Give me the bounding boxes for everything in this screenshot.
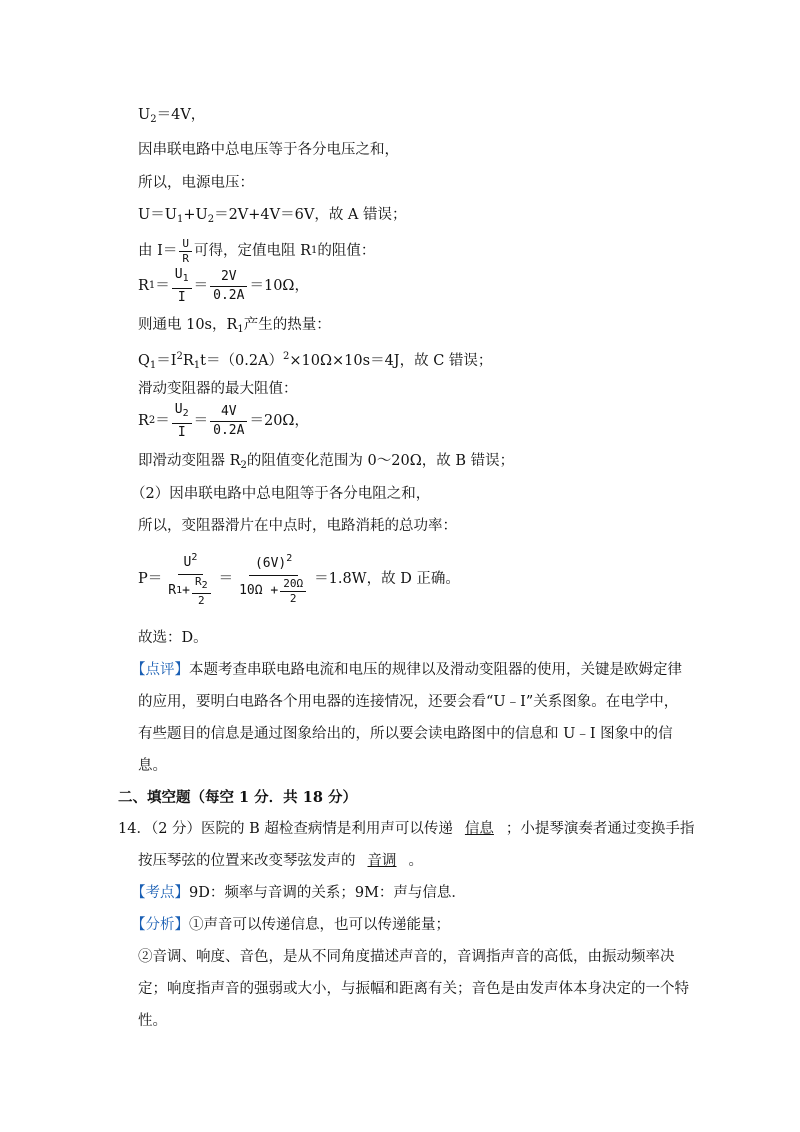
- formula-r2: R 2 ＝ $\frac{U_2}{I}$ ＝ $\frac{4V}{0.2A}$ ＝20Ω，: [138, 401, 309, 440]
- answer-blank-2: 音调: [367, 853, 397, 869]
- fraction-4v-over-02a: $\frac{4V}{0.2A}$: [210, 403, 247, 440]
- fraction-u-over-r: $\frac{U}{R}$: [179, 237, 192, 266]
- text-line: 因串联电路中总电压等于各分电压之和，: [138, 142, 399, 158]
- fenxi-line-1: 【分析】①声音可以传递信息，也可以传递能量；: [131, 917, 450, 933]
- fraction-u2-over-resistance: $U^2$ R 1 + $\frac{R_2}{2}$: [164, 547, 216, 608]
- formula-q1: $Q_1=I^2R_1t=(0.2A)^2\times 10\Omega\times 10s=4J$，故 C 错误；: [138, 351, 493, 371]
- fraction-2v-over-02a: $\frac{2V}{0.2A}$: [210, 268, 247, 305]
- section-heading: 二、填空题（每空 1 分．共 18 分）: [118, 789, 357, 806]
- answer-blank-1: 信息: [464, 821, 494, 837]
- fenxi-line-3: 定；响度指声音的强弱或大小，与振幅和距离有关；音色是由发声体本身决定的一个特: [138, 981, 689, 997]
- text-line: 所以，变阻器滑片在中点时，电路消耗的总功率：: [138, 518, 457, 534]
- question-14-line-2: 按压琴弦的位置来改变琴弦发声的 音调 。: [138, 853, 423, 869]
- text-line-source-voltage: $U=U_1+U_2=2V+4V=6V$，故 A 错误；: [138, 207, 407, 225]
- review-line-4: 息。: [138, 758, 167, 774]
- review-line-1: 【点评】本题考查串联电路电流和电压的规律以及滑动变阻器的使用，关键是欧姆定律: [131, 662, 682, 678]
- text-line: 滑动变阻器的最大阻值：: [138, 381, 298, 397]
- text-line: 则通电 10s，$R_1$产生的热量：: [138, 317, 331, 335]
- text-line: 所以，电源电压：: [138, 175, 254, 191]
- kaodian-tag: 【考点】: [131, 885, 189, 901]
- review-tag: 【点评】: [131, 662, 189, 678]
- question-14-line-1: 14．（2 分）医院的 B 超检查病情是利用声可以传递 信息 ；小提琴演奏者通过变换手指: [118, 821, 695, 837]
- formula-r1: R 1 ＝ $\frac{U_1}{I}$ ＝ $\frac{2V}{0.2A}$ ＝10Ω，: [138, 266, 309, 305]
- text-line: （2）因串联电路中总电阻等于各分电阻之和，: [131, 486, 431, 502]
- text-line-ohms-law: 由 I＝ $\frac{U}{R}$ 可得，定值电阻 R 1 的阻值：: [138, 236, 376, 265]
- fraction-u2-over-i: $\frac{U_2}{I}$: [172, 401, 192, 442]
- fraction-u1-over-i: $\frac{U_1}{I}$: [172, 266, 192, 307]
- answer-choice: 故选：D。: [138, 630, 208, 646]
- fenxi-line-4: 性。: [138, 1013, 167, 1029]
- fenxi-tag: 【分析】: [131, 917, 189, 933]
- text-line: 即滑动变阻器 $R_2$的阻值变化范围为 0～20Ω，故 B 错误；: [138, 453, 515, 471]
- formula-total-power: P＝ $U^2$ R 1 + $\frac{R_2}{2}$ ＝ $(6V)^2$ 10Ω + $\frac{20\Omega}{2}$ ＝1.8W，故 D 正确。: [138, 544, 460, 610]
- review-line-3: 有些题目的信息是通过图象给出的，所以要会读电路图中的信息和 U﹣I 图象中的信: [138, 726, 673, 742]
- review-line-2: 的应用，要明白电路各个用电器的连接情况，还要会看“U﹣I”关系图象。在电学中，: [138, 694, 679, 710]
- fraction-numeric-power: $(6V)^2$ 10Ω + $\frac{20\Omega}{2}$: [235, 548, 312, 606]
- fenxi-line-2: ②音调、响度、音色，是从不同角度描述声音的，音调指声音的高低，由振动频率决: [138, 949, 675, 965]
- text-line-u2: $U_2=4V$，: [138, 107, 206, 125]
- kaodian-line: 【考点】9D：频率与音调的关系；9M：声与信息．: [131, 885, 466, 901]
